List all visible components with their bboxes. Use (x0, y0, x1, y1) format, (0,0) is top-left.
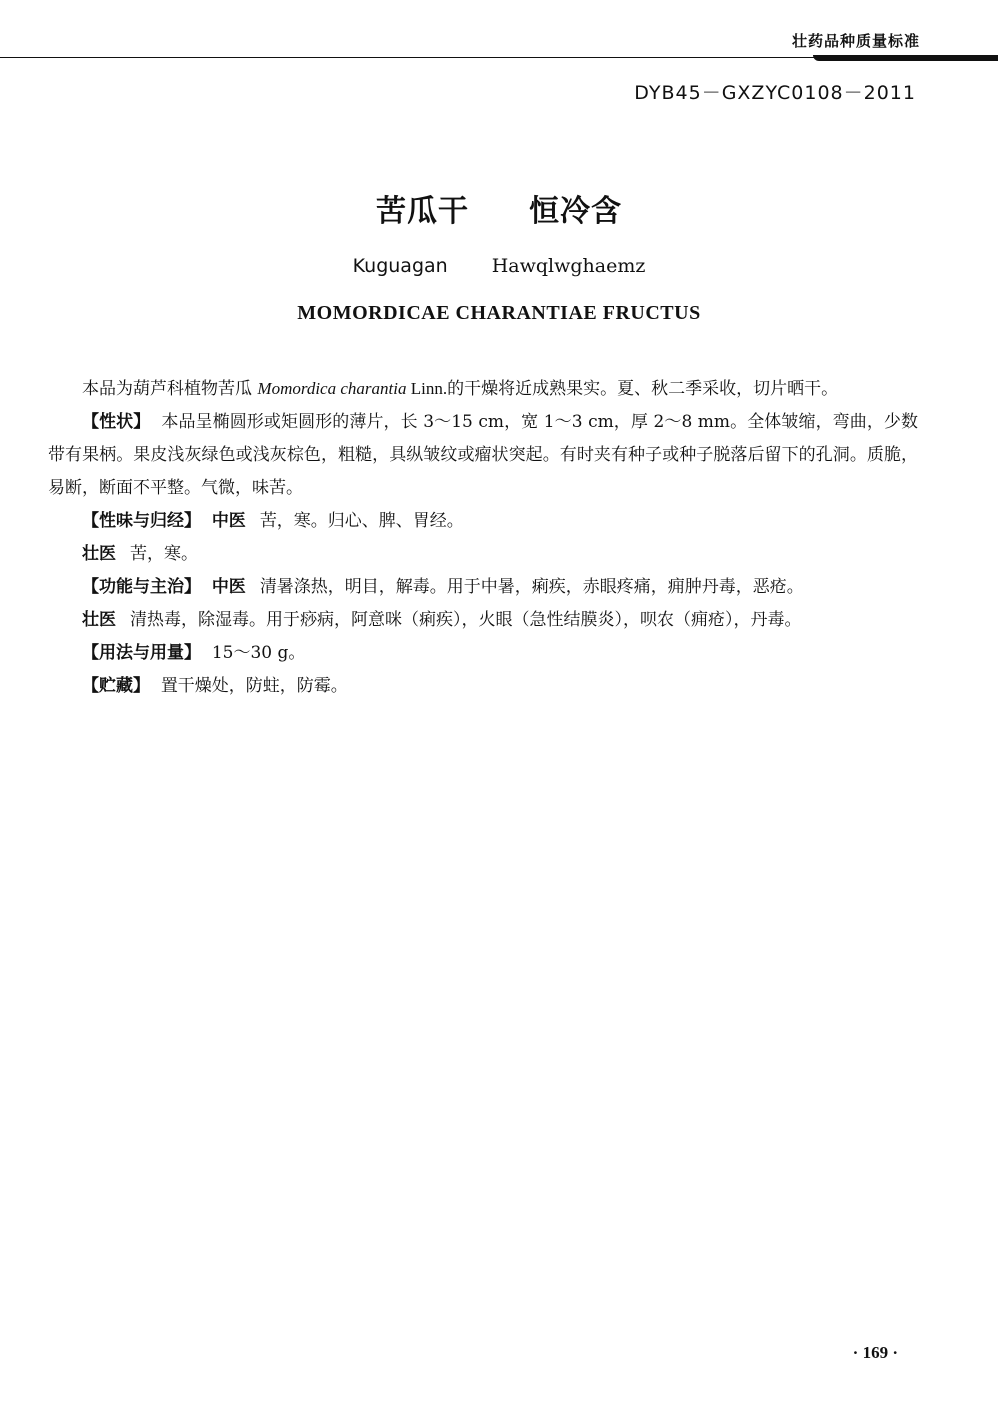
storage-paragraph (48, 670, 918, 703)
property-paragraph (48, 505, 918, 538)
property-zhuang-paragraph (48, 538, 918, 571)
header-rule-accent (813, 55, 998, 61)
character-paragraph (48, 406, 918, 505)
function-zhuang-paragraph (48, 604, 918, 637)
page-title (0, 186, 998, 230)
title-zhuang-name: 恒冷含 (529, 194, 622, 229)
function-zhuang-label: 壮医 (82, 610, 116, 630)
property-zhuang-label: 壮医 (82, 544, 116, 564)
character-text: 本品呈椭圆形或矩圆形的薄片，长 3～15 cm，宽 1～3 cm，厚 2～8 mm。全体皱缩，弯曲，少数带有果柄。果皮浅灰绿色或浅灰棕色，粗糙，具纵皱纹或瘤状突起。有时夹有种子或种子脱落后留下的孔洞。质脆，易断，断面不平整。气微，味苦。 (48, 412, 919, 498)
function-tcm-label: 中医 (211, 577, 246, 597)
header-series-label: 壮药品种质量标准 (791, 32, 920, 50)
function-tcm-text: 清暑涤热，明目，解毒。用于中暑，痢疾，赤眼疼痛，痈肿丹毒，恶疮。 (259, 577, 804, 597)
title-chinese-name: 苦瓜干 (376, 194, 469, 229)
character-label: 【性状】 (82, 412, 151, 432)
title-latin-name: MOMORDICAE CHARANTIAE FRUCTUS (297, 302, 701, 324)
property-label: 【性味与归经】 (82, 511, 201, 531)
standard-number: DYB45－GXZYC0108－2011 (634, 82, 916, 104)
function-label: 【功能与主治】 (82, 577, 201, 597)
dosage-text: 15～30 g。 (211, 643, 306, 663)
property-tcm-text: 苦，寒。归心、脾、胃经。 (259, 511, 464, 531)
function-paragraph (48, 571, 918, 604)
storage-label: 【贮藏】 (82, 676, 150, 696)
monograph-body (48, 372, 918, 703)
property-zhuang-text: 苦，寒。 (130, 544, 198, 564)
dosage-label: 【用法与用量】 (82, 643, 201, 663)
title-zhuang-romanized: Hawqlwghaemz (491, 255, 646, 277)
title-pinyin: Kuguagan (352, 255, 448, 277)
source-text-before: 本品为葫芦科植物苦瓜 (82, 379, 252, 399)
source-paragraph (48, 372, 918, 406)
page-number: · 169 · (852, 1343, 898, 1362)
source-latin: Momordica charantia (257, 379, 407, 398)
dosage-paragraph (48, 637, 918, 670)
title-romanized (0, 255, 998, 277)
property-tcm-label: 中医 (211, 511, 246, 531)
storage-text: 置干燥处，防蛀，防霉。 (160, 676, 348, 696)
source-text-after: 的干燥将近成熟果实。夏、秋二季采收，切片晒干。 (447, 379, 839, 399)
function-zhuang-text: 清热毒，除湿毒。用于痧病，阿意咪（痢疾），火眼（急性结膜炎），呗农（痈疮），丹毒。 (130, 610, 802, 630)
source-author: Linn. (406, 379, 448, 398)
